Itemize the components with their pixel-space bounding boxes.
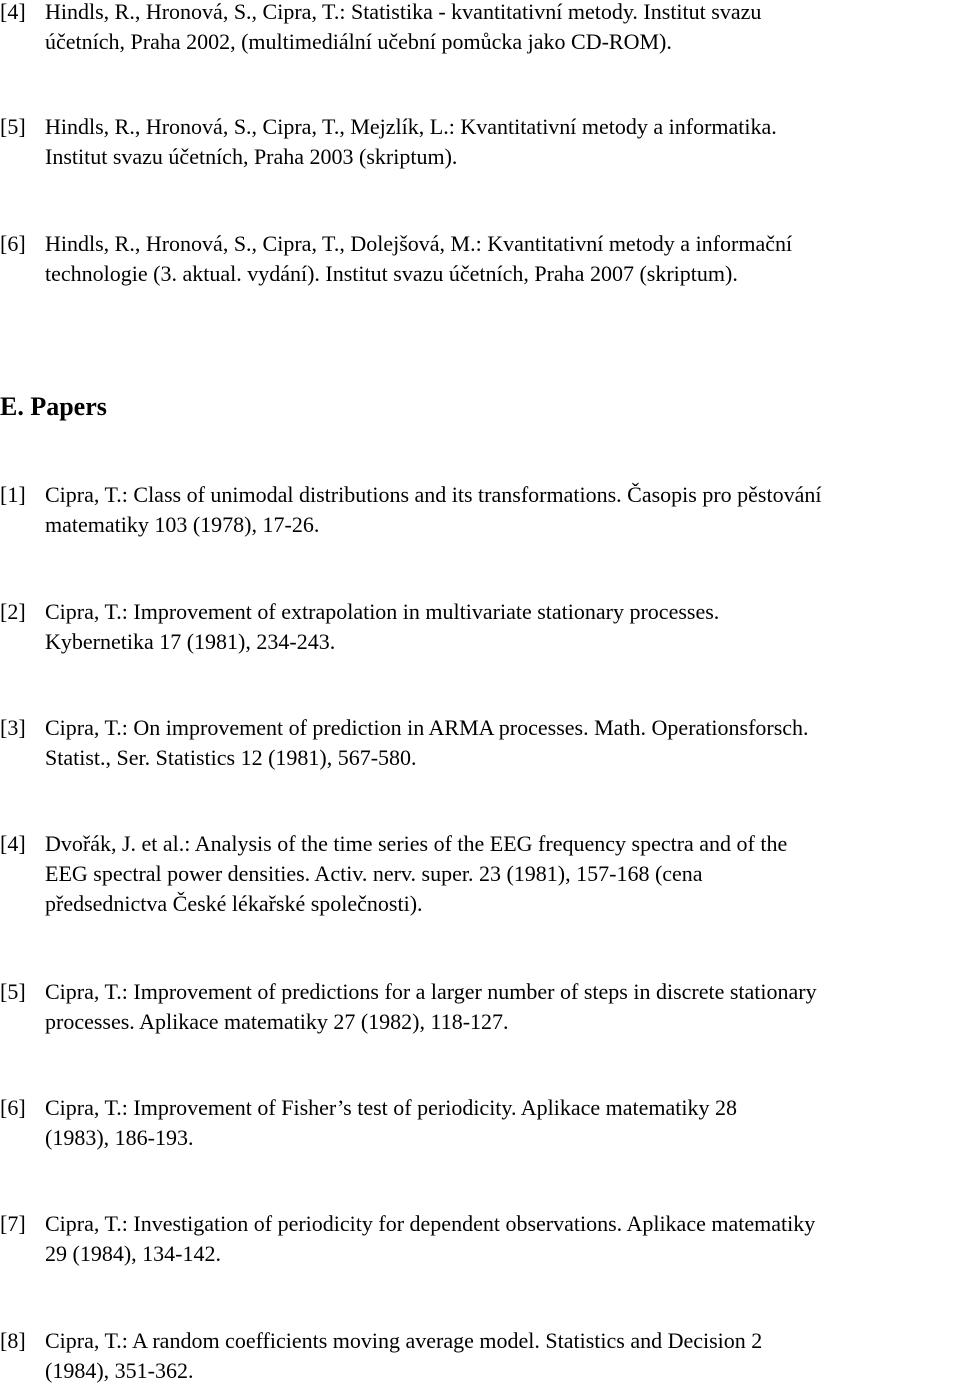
paper-reference-1 [0,480,960,540]
reference-line: Institut svazu účetních, Praha 2003 (skriptum). [45,144,458,169]
book-reference-4 [0,0,960,57]
reference-line: účetních, Praha 2002, (multimediální učební pomůcka jako CD-ROM). [45,29,672,54]
reference-number: [1] [0,482,26,507]
reference-line: Cipra, T.: Investigation of periodicity for dependent observations. Aplikace matematiky [45,1211,816,1236]
reference-number: [7] [0,1211,26,1236]
reference-line: Cipra, T.: A random coefficients moving average model. Statistics and Decision 2 [45,1328,763,1353]
reference-line: Hindls, R., Hronová, S., Cipra, T., Dolejšová, M.: Kvantitativní metody a informační [45,231,793,256]
reference-line: Kybernetika 17 (1981), 234-243. [45,629,336,654]
reference-number: [2] [0,599,26,624]
reference-line: (1984), 351-362. [45,1358,194,1383]
reference-line: Statist., Ser. Statistics 12 (1981), 567-580. [45,745,417,770]
reference-line: EEG spectral power densities. Activ. nerv. super. 23 (1981), 157-168 (cena [45,861,703,886]
reference-line: matematiky 103 (1978), 17-26. [45,512,320,537]
reference-line: Cipra, T.: Improvement of extrapolation in multivariate stationary processes. [45,599,720,624]
reference-line: 29 (1984), 134-142. [45,1241,221,1266]
reference-line: Cipra, T.: On improvement of prediction in ARMA processes. Math. Operationsforsch. [45,715,809,740]
paper-reference-2 [0,597,960,657]
paper-reference-4 [0,829,960,919]
section-heading: E. Papers [0,392,107,421]
reference-line: technologie (3. aktual. vydání). Institut svazu účetních, Praha 2007 (skriptum). [45,261,738,286]
paper-reference-8 [0,1326,960,1386]
reference-line: Cipra, T.: Improvement of Fisher’s test of periodicity. Aplikace matematiky 28 [45,1095,738,1120]
reference-number: [4] [0,0,26,24]
reference-line: Cipra, T.: Improvement of predictions for a larger number of steps in discrete stationary [45,979,817,1004]
paper-reference-6 [0,1093,960,1153]
reference-line: Cipra, T.: Class of unimodal distributions and its transformations. Časopis pro pěstování [45,482,822,507]
reference-line: Hindls, R., Hronová, S., Cipra, T.: Statistika - kvantitativní metody. Institut svazu [45,0,762,24]
reference-number: [8] [0,1328,26,1353]
paper-reference-7 [0,1209,960,1269]
reference-line: předsednictva České lékařské společnosti). [45,891,423,916]
reference-number: [4] [0,831,26,856]
reference-number: [5] [0,979,26,1004]
reference-number: [6] [0,231,26,256]
reference-number: [3] [0,715,26,740]
reference-line: Hindls, R., Hronová, S., Cipra, T., Mejzlík, L.: Kvantitativní metody a informatika. [45,114,777,139]
paper-reference-5 [0,977,960,1037]
paper-reference-3 [0,713,960,773]
reference-line: Dvořák, J. et al.: Analysis of the time series of the EEG frequency spectra and of the [45,831,788,856]
book-reference-6 [0,229,960,289]
book-reference-5 [0,112,960,172]
reference-number: [5] [0,114,26,139]
reference-line: (1983), 186-193. [45,1125,194,1150]
reference-number: [6] [0,1095,26,1120]
reference-line: processes. Aplikace matematiky 27 (1982), 118-127. [45,1009,509,1034]
